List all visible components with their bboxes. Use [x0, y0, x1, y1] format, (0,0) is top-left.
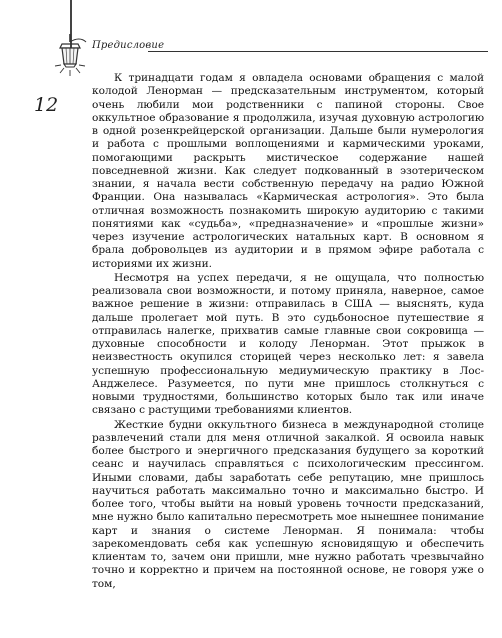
- paragraph: Несмотря на успех передачи, я не ощущала, что полностью реализовала свои возможности, и потому приняла, наверное, самое важное решение в жизни: отправилась в США — выяснять, куда дальше пролегает мой путь. В это судьбоносное путешествие я отправилась налегке, прихватив самые главные свои сокровища — духовные способности и колоду Ленорман. Этот прыжок в неизвестность окупился сторицей через несколько лет: я завела успешную профессиональную медиумическую практику в Лос-Анджелесе. Разумеется, по пути мне пришлось столкнуться с новыми трудностями, большинство которых было так или иначе связано с растущими требованиями клиентов.: [92, 271, 484, 417]
- section-title: Предисловие: [92, 40, 165, 51]
- page-number: 12: [34, 94, 59, 116]
- paragraph: К тринадцати годам я овладела основами обращения с малой колодой Ленорман — предсказательным инструментом, который очень любили мои родственники с папиной стороны. Свое оккультное образование я продолжила, изучая духовную астрологию в одной розенкрейцерской организации. Дальше были нумерология и работа с прошлыми воплощениями и кармическими уроками, помогающими раскрыть мистическое содержание нашей повседневной жизни. Как следует подкованный в эзотерическом знании, я начала вести собственную передачу на радио Южной Франции. Она называлась «Кармическая астрология». Это была отличная возможность познакомить широкую аудиторию с такими понятиями как «судьба», «предназначение» и «прошлые жизни» через изучение астрологических натальных карт. В основном я брала добровольцев из аудитории и в прямом эфире работала с историями их жизни.: [92, 72, 484, 270]
- header-rule: [148, 51, 488, 52]
- paragraph: Жесткие будни оккультного бизнеса в международной столице развлечений стали для меня отличной закалкой. Я освоила навык более быстрого и энергичного предсказания будущего за короткий сеанс и научилась справляться с психологическим прессингом. Иными словами, дабы заработать себе репутацию, мне пришлось научиться работать максимально точно и максимально быстро. И более того, чтобы выйти на новый уровень точности предсказаний, мне нужно было капитально пересмотреть мое нынешнее понимание карт и знания о системе Ленорман. Я понимала: чтобы зарекомендовать себя как успешную ясновидящую и обеспечить клиентам то, зачем они пришли, мне нужно работать чрезвычайно точно и корректно и причем на постоянной основе, не говоря уже о том,: [92, 418, 484, 590]
- lantern-icon: [52, 34, 92, 94]
- body-text: [92, 72, 484, 591]
